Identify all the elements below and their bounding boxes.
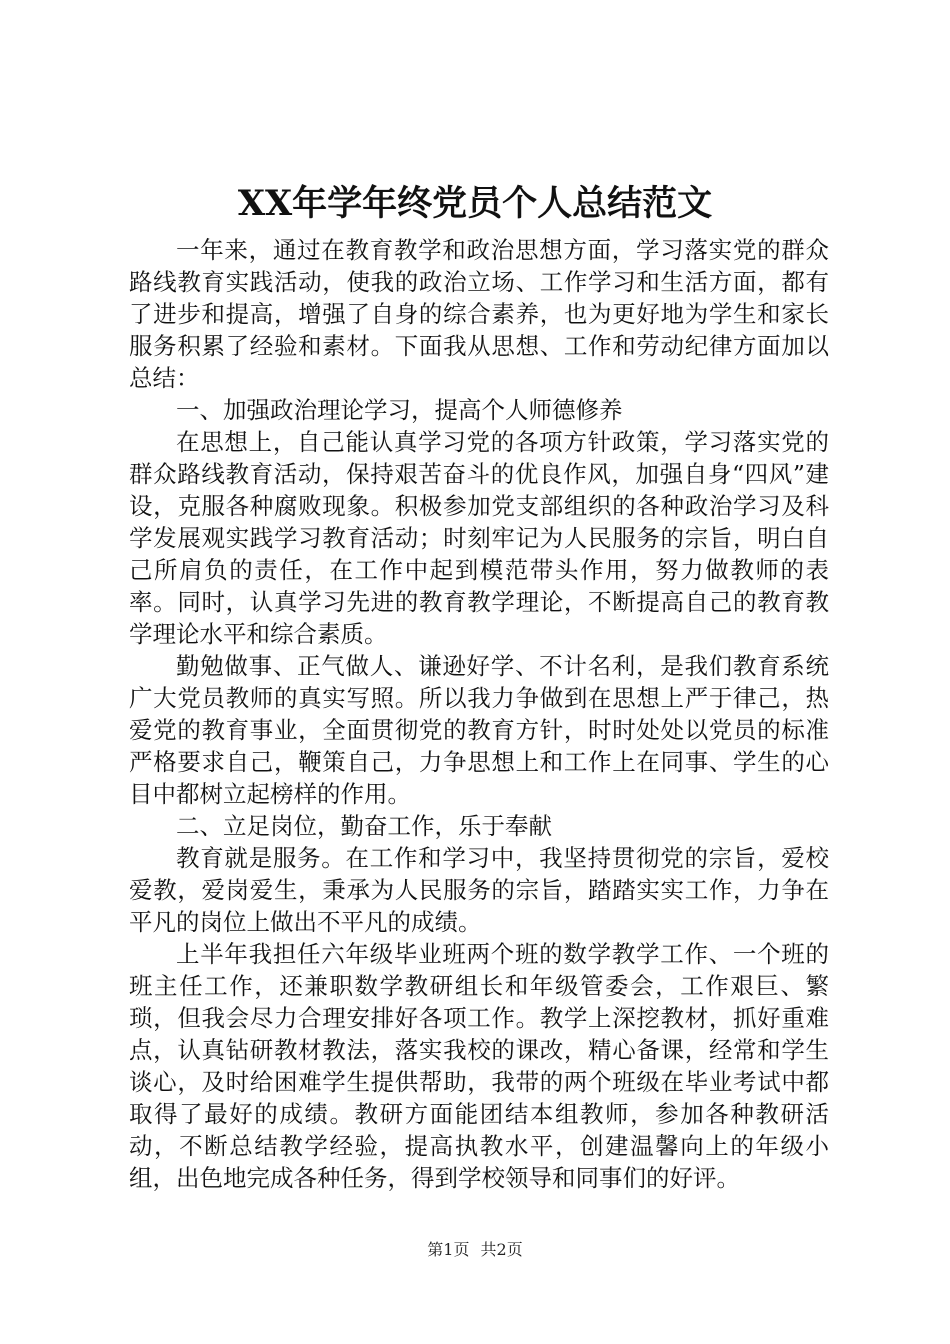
section-heading-2: 二、立足岗位，勤奋工作，乐于奉献 xyxy=(176,812,552,840)
page-total: 共2页 xyxy=(480,1240,523,1259)
document-body xyxy=(129,234,829,1194)
intro-paragraph: 一年来，通过在教育教学和政治思想方面，学习落实党的群众路线教育实践活动，使我的政治立场、工作学习和生活方面，都有了进步和提高，增强了自身的综合素养，也为更好地为学生和家长服务积累了经验和素材。下面我从思想、工作和劳动纪律方面加以总结： xyxy=(129,236,829,392)
section-2-paragraph-2: 上半年我担任六年级毕业班两个班的数学教学工作、一个班的班主任工作，还兼职数学教研组长和年级管委会，工作艰巨、繁琐，但我会尽力合理安排好各项工作。教学上深挖教材，抓好重难点，认真钻研教材教法，落实我校的课改，精心备课，经常和学生谈心，及时给困难学生提供帮助，我带的两个班级在毕业考试中都取得了最好的成绩。教研方面能团结本组教师，参加各种教研活动，不断总结教学经验，提高执教水平，创建温馨向上的年级小组，出色地完成各种任务，得到学校领导和同事们的好评。 xyxy=(129,940,829,1192)
section-heading-1: 一、加强政治理论学习，提高个人师德修养 xyxy=(176,396,623,424)
page-number: 第1页 xyxy=(427,1240,470,1259)
document-title: XX年学年终党员个人总结范文 xyxy=(237,183,713,224)
page-footer xyxy=(0,1240,950,1260)
section-2-paragraph-1: 教育就是服务。在工作和学习中，我坚持贯彻党的宗旨，爱校爱教，爱岗爱生，秉承为人民服务的宗旨，踏踏实实工作，力争在平凡的岗位上做出不平凡的成绩。 xyxy=(129,844,829,936)
section-1-paragraph-1: 在思想上，自己能认真学习党的各项方针政策，学习落实党的群众路线教育活动，保持艰苦奋斗的优良作风，加强自身“四风”建设，克服各种腐败现象。积极参加党支部组织的各种政治学习及科学发展观实践学习教育活动；时刻牢记为人民服务的宗旨，明白自己所肩负的责任，在工作中起到模范带头作用，努力做教师的表率。同时，认真学习先进的教育教学理论，不断提高自己的教育教学理论水平和综合素质。 xyxy=(129,428,829,648)
section-1-paragraph-2: 勤勉做事、正气做人、谦逊好学、不计名利，是我们教育系统广大党员教师的真实写照。所以我力争做到在思想上严于律己，热爱党的教育事业，全面贯彻党的教育方针，时时处处以党员的标准严格要求自己，鞭策自己，力争思想上和工作上在同事、学生的心目中都树立起榜样的作用。 xyxy=(129,652,829,808)
